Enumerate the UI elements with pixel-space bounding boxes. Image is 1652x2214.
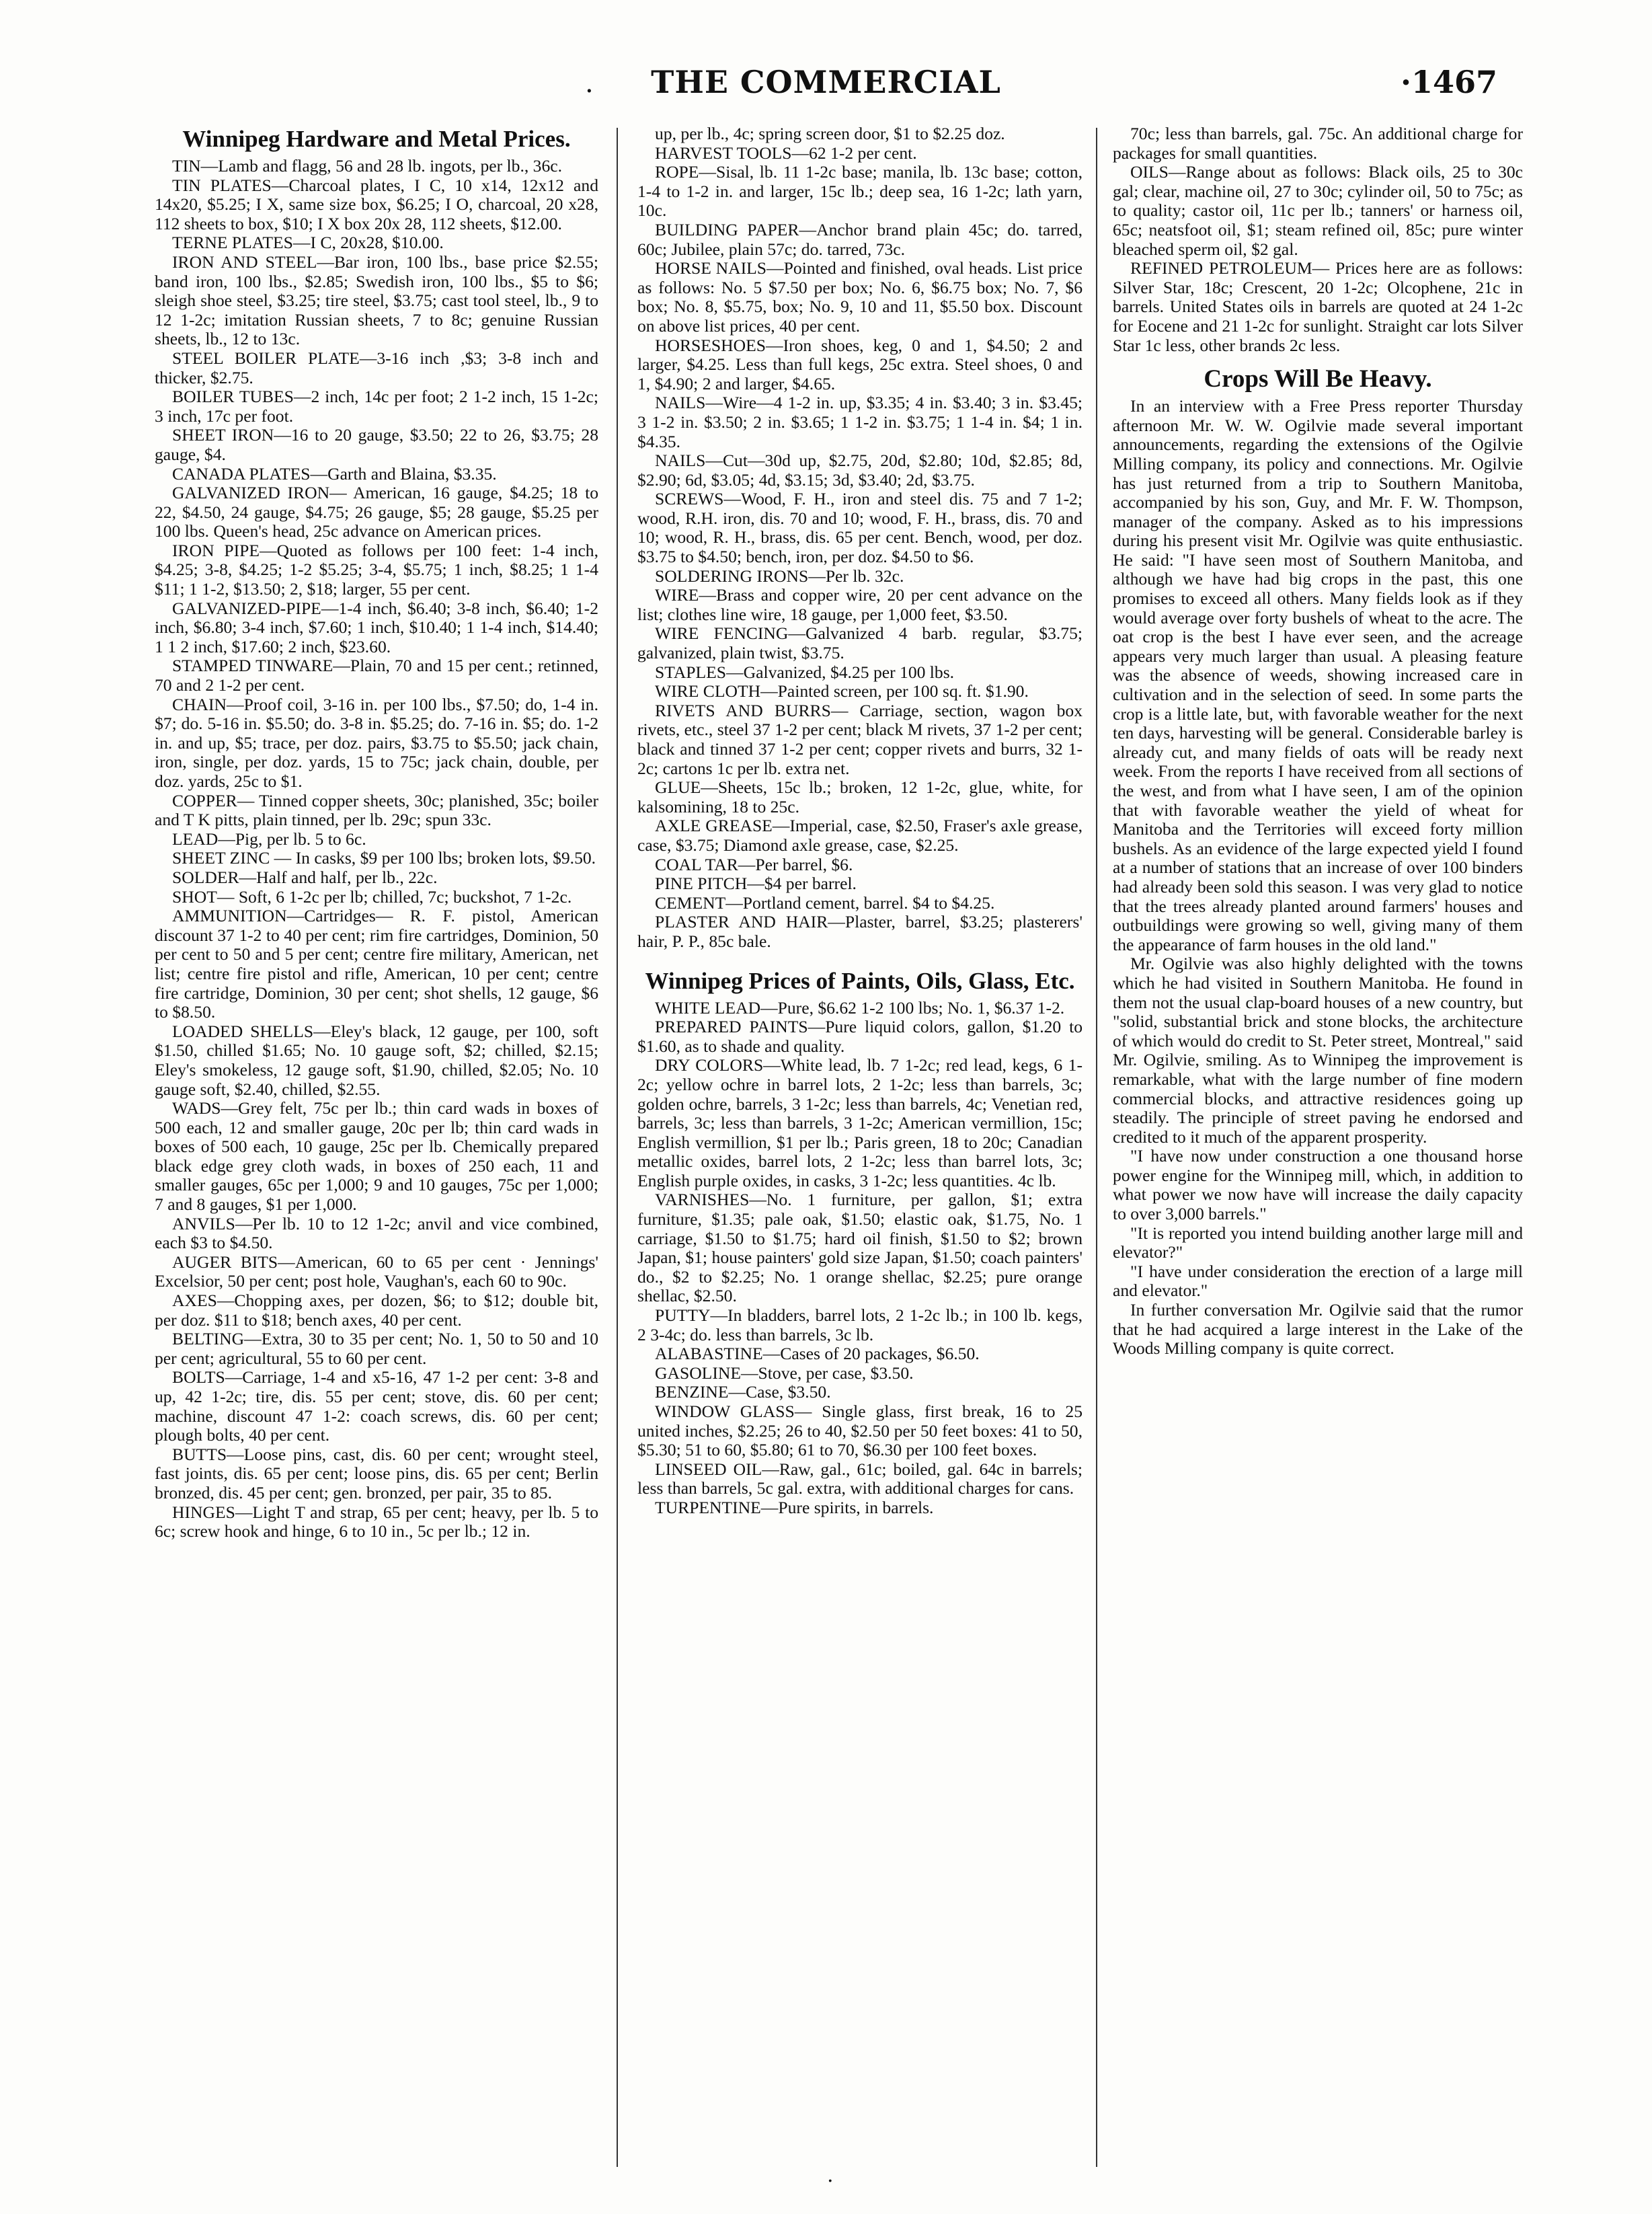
- price-item: PUTTY—In bladders, barrel lots, 2 1-2c lb.; in 100 lb. kegs, 2 3-4c; do. less than barrels, 3c lb.: [637, 1305, 1083, 1344]
- paints-price-list: [637, 999, 1083, 1518]
- price-item: AXES—Chopping axes, per dozen, $6; to $12; double bit, per doz. $11 to $18; bench axes, 40 per cent.: [155, 1291, 598, 1330]
- price-item: HORSESHOES—Iron shoes, keg, 0 and 1, $4.50; 2 and larger, $4.25. Less than full kegs, 25c extra. Steel shoes, 0 and 1, $4.90; 2 and larger, $4.65.: [637, 335, 1083, 393]
- price-item: ANVILS—Per lb. 10 to 12 1-2c; anvil and vice combined, each $3 to $4.50.: [155, 1213, 598, 1253]
- page-number: ·1467: [1400, 64, 1497, 100]
- price-item: AUGER BITS—American, 60 to 65 per cent · Jennings' Excelsior, 50 per cent; post hole, Vaughan's, each 60 to 90c.: [155, 1252, 598, 1291]
- article-paragraph: Mr. Ogilvie was also highly delighted with the towns which he had visited in Southern Manitoba. He found in them not the usual clap-board houses of a new country, but "solid, substantial brick and stone blocks, the architecture of which would do credit to St. Peter street, Montreal," said Mr. Ogilvie, smiling. As to Winnipeg the improvement is remarkable, what with the large number of fine modern commercial blocks, and attractive residences going up steadily. The principle of street paving he endorsed and credited to it much of the apparent prosperity.: [1113, 954, 1523, 1147]
- price-item: SHEET IRON—16 to 20 gauge, $3.50; 22 to 26, $3.75; 28 gauge, $4.: [155, 425, 598, 464]
- price-item: WHITE LEAD—Pure, $6.62 1-2 100 lbs; No. 1, $6.37 1-2.: [655, 997, 1065, 1018]
- price-item: IRON PIPE—Quoted as follows per 100 feet: 1-4 inch, $4.25; 3-8, $4.25; 1-2 $5.25; 3-4, $5.75; 1 inch, $8.25; 1 1-4 $11; 1 1-2, $13.50; 2, $18; larger, 55 per cent.: [155, 540, 598, 599]
- price-item: BOLTS—Carriage, 1-4 and x5-16, 47 1-2 per cent: 3-8 and up, 42 1-2c; tire, dis. 55 per cent; stove, dis. 60 per cent; machine, discount 47 1-2: coach screws, dis. 60 per cent; plough bolts, 40 per cent.: [155, 1367, 598, 1445]
- price-item: BOILER TUBES—2 inch, 14c per foot; 2 1-2 inch, 15 1-2c; 3 inch, 17c per foot.: [155, 387, 598, 426]
- article-paragraph: In an interview with a Free Press reporter Thursday afternoon Mr. W. W. Ogilvie made several important announcements, regarding the extensions of the Ogilvie Milling company, its policy and connections. Mr. Ogilvie has just returned from a trip to Southern Manitoba, accompanied by his son, Guy, and Mr. F. W. Thompson, manager of the company. Asked as to his impressions during his present visit Mr. Ogilvie was quite enthusiastic. He said: "I have seen most of Southern Manitoba, and although we have had big crops in the past, this one promises to exceed all others. Many fields look as if they would average over forty bushels of wheat to the acre. The oat crop is the best I have ever seen, and the acreage appears very much larger than usual. A pleasing feature was the absence of weeds, showing increased care in cultivation and in the selection of seed. In some parts the crop is a little late, but, with favorable weather for the next ten days, harvesting will be general. Considerable barley is already cut, and many fields of oats will be ready next week. From the reports I have received from all sections of the west, and from what I have seen, I am of the opinion that with favorable weather the yield of wheat for Manitoba and the Territories will exceed forty million bushels. As an evidence of the large expected yield I found at a number of stations that an increase of over 100 binders had already been sold this season. I was very glad to notice that the trees already planted around farmers' houses and outbuildings were growing so well, giving many of them the appearance of farm houses in the old land.": [1113, 396, 1523, 954]
- price-item: TERNE PLATES—I C, 20x28, $10.00.: [172, 233, 444, 253]
- price-item: GALVANIZED IRON— American, 16 gauge, $4.25; 18 to 22, $4.50, 24 gauge, $4.75; 26 gauge, $5; 28 gauge, $5.25 per 100 lbs. Queen's head, 25c advance on American prices.: [155, 483, 598, 541]
- price-item: HARVEST TOOLS—62 1-2 per cent.: [655, 143, 917, 163]
- price-item: PLASTER AND HAIR—Plaster, barrel, $3.25; plasterers' hair, P. P., 85c bale.: [637, 912, 1083, 951]
- price-item: COPPER— Tinned copper sheets, 30c; planished, 35c; boiler and T K pitts, plain tinned, per lb. 29c; spun 33c.: [155, 790, 598, 830]
- price-item: IRON AND STEEL—Bar iron, 100 lbs., base price $2.55; band iron, 100 lbs., $2.85; Swedish iron, 100 lbs., $5 to $6; sleigh shoe steel, $3.25; tire steel, $3.75; cast tool steel, lb., 9 to 12 1-2c; imitation Russian sheets, 7 to 8c; genuine Russian sheets, lb., 12 to 13c.: [155, 252, 598, 349]
- price-item: NAILS—Cut—30d up, $2.75, 20d, $2.80; 10d, $2.85; 8d, $2.90; 6d, $3.05; 4d, $3.15; 3d, $3.40; 2d, $3.75.: [637, 451, 1083, 490]
- journal-title: THE COMMERCIAL: [651, 64, 1001, 100]
- article-paragraph: "I have under consideration the erection of a large mill and elevator.": [1113, 1261, 1523, 1301]
- price-item: NAILS—Wire—4 1-2 in. up, $3.35; 4 in. $3.40; 3 in. $3.45; 3 1-2 in. $3.50; 2 in. $3.65; 1 1-2 in. $3.75; 1 1-4 in. $4; 1 in. $4.35.: [637, 393, 1083, 451]
- price-item: REFINED PETROLEUM— Prices here are as follows: Silver Star, 18c; Crescent, 20 1-2c; Olcophene, 21c in barrels. United States oils in barrels are quoted at 24 1-2c for Eocene and 21 1-2c for sunlight. Straight car lots Silver Star 1c less, other brands 2c less.: [1113, 258, 1523, 355]
- price-item: HINGES—Light T and strap, 65 per cent; heavy, per lb. 5 to 6c; screw hook and hinge, 6 to 10 in., 5c per lb.; 12 in.: [155, 1502, 598, 1541]
- column-right: [1113, 124, 1523, 2174]
- price-item: LEAD—Pig, per lb. 5 to 6c.: [172, 829, 366, 849]
- column-hardware: [155, 124, 598, 2174]
- price-item: BUTTS—Loose pins, cast, dis. 60 per cent; wrought steel, fast joints, dis. 65 per cent; loose pins, dis. 65 per cent; Berlin bronzed, dis. 45 per cent; gen. bronzed, per pair, 35 to 85.: [155, 1444, 598, 1502]
- column-middle: [637, 124, 1083, 2174]
- price-item: RIVETS AND BURRS— Carriage, section, wagon box rivets, etc., steel 37 1-2 per cent; black M rivets, 37 1-2 per cent; black and tinned 37 1-2 per cent; copper rivets and burrs, 32 1-2c; cartons 1c per lb. extra net.: [637, 700, 1083, 778]
- price-item: WIRE CLOTH—Painted screen, per 100 sq. ft. $1.90.: [655, 681, 1029, 701]
- column-rule: [1096, 128, 1097, 2167]
- price-item: CEMENT—Portland cement, barrel. $4 to $4.25.: [655, 892, 995, 913]
- paints-price-list-continued: [1113, 124, 1523, 355]
- price-item: STEEL BOILER PLATE—3-16 inch ,$3; 3-8 inch and thicker, $2.75.: [155, 348, 598, 387]
- price-item: DRY COLORS—White lead, lb. 7 1-2c; red lead, kegs, 6 1-2c; yellow ochre in barrel lots, 2 1-2c; less than barrels, 3c; golden ochre, barrels, 3 1-2c; less than barrels, 4c; Venetian red, barrels, 3c; less than barrels, 3 1-2c; American vermillion, 15c; English vermillion, $1 per lb.; Paris green, 18 to 20c; Canadian metallic oxides, barrel lots, 2 1-2c; less than barrel lots, 3c; English purple oxides, in casks, 3 1-2c; less quantities. 4c lb.: [637, 1055, 1083, 1190]
- price-item: PREPARED PAINTS—Pure liquid colors, gallon, $1.20 to $1.60, as to shade and quality.: [637, 1017, 1083, 1056]
- price-item: TIN—Lamb and flagg, 56 and 28 lb. ingots, per lb., 36c.: [172, 156, 563, 176]
- price-item: BELTING—Extra, 30 to 35 per cent; No. 1, 50 to 50 and 10 per cent; agricultural, 55 to 60 per cent.: [155, 1329, 598, 1368]
- masthead: [155, 64, 1497, 118]
- price-item: WIRE—Brass and copper wire, 20 per cent advance on the list; clothes line wire, 18 gauge, per 1,000 feet, $3.50.: [637, 585, 1083, 624]
- price-item: SOLDER—Half and half, per lb., 22c.: [172, 867, 438, 887]
- price-item: PINE PITCH—$4 per barrel.: [655, 874, 857, 894]
- price-item: OILS—Range about as follows: Black oils, 25 to 30c gal; clear, machine oil, 27 to 30c; cylinder oil, 50 to 75c; as to quality; castor oil, 11c per lb.; tanners' or harness oil, 65c; neatsfoot oil, $1; steam refined oil, 85c; pure winter bleached sperm oil, $2 gal.: [1113, 162, 1523, 259]
- price-item: GASOLINE—Stove, per case, $3.50.: [655, 1363, 914, 1383]
- price-item: VARNISHES—No. 1 furniture, per gallon, $1; extra furniture, $1.35; pale oak, $1.50; elastic oak, $1.75, No. 1 carriage, $1.50 to $1.75; hard oil finish, $1.50 to $2; brown Japan, $1; house painters' gold size Japan, $1.50; coach painters' do., $2 to $2.25; No. 1 orange shellac, $2.25; pure orange shellac, $2.50.: [637, 1190, 1083, 1306]
- price-item: TIN PLATES—Charcoal plates, I C, 10 x14, 12x12 and 14x20, $5.25; I X, same size box, $6.25; I O, charcoal, 20 x28, 112 sheets to box, $10; I X box 20x 28, 112 sheets, $12.00.: [155, 175, 598, 233]
- price-item: SOLDERING IRONS—Per lb. 32c.: [655, 566, 904, 586]
- price-item: STAMPED TINWARE—Plain, 70 and 15 per cent.; retinned, 70 and 2 1-2 per cent.: [155, 656, 598, 695]
- price-item: WINDOW GLASS— Single glass, first break, 16 to 25 united inches, $2.25; 26 to 40, $2.50 per 50 feet boxes: 41 to 50, $5.30; 51 to 60, $5.80; 61 to 70, $6.30 per 100 feet boxes.: [637, 1402, 1083, 1460]
- price-item: HORSE NAILS—Pointed and finished, oval heads. List price as follows: No. 5 $7.50 per box; No. 6, $6.75 box; No. 7, $6 box; No. 8, $5.75, box; No. 9, 10 and 11, $5.50 box. Discount on above list prices, 40 per cent.: [637, 258, 1083, 336]
- price-item: WIRE FENCING—Galvanized 4 barb. regular, $3.75; galvanized, plain twist, $3.75.: [637, 623, 1083, 663]
- section-title-paints: Winnipeg Prices of Paints, Oils, Glass, Etc.: [645, 967, 1075, 994]
- price-item: ROPE—Sisal, lb. 11 1-2c base; manila, lb. 13c base; cotton, 1-4 to 1-2 in. and larger, 15c lb.; deep sea, 16 1-2c; lath yarn, 10c.: [637, 162, 1083, 221]
- section-title-hardware: Winnipeg Hardware and Metal Prices.: [182, 126, 571, 152]
- column-rule: [617, 128, 618, 2167]
- price-item: AXLE GREASE—Imperial, case, $2.50, Fraser's axle grease, case, $3.75; Diamond axle grease, case, $2.25.: [637, 816, 1083, 855]
- price-item: LINSEED OIL—Raw, gal., 61c; boiled, gal. 64c in barrels; less than barrels, 5c gal. extra, with additional charges for cans.: [637, 1459, 1083, 1498]
- price-item: BENZINE—Case, $3.50.: [655, 1382, 831, 1402]
- price-item: GALVANIZED-PIPE—1-4 inch, $6.40; 3-8 inch, $6.40; 1-2 inch, $6.80; 3-4 inch, $7.60; 1 inch, $10.40; 1 1-4 inch, $14.40; 1 1 2 inch, $17.60; 2 inch, $23.60.: [155, 598, 598, 656]
- page-mark: .: [827, 2164, 834, 2187]
- price-item: SHEET ZINC — In casks, $9 per 100 lbs; broken lots, $9.50.: [172, 848, 596, 868]
- price-item: SCREWS—Wood, F. H., iron and steel dis. 75 and 7 1-2; wood, R.H. iron, dis. 70 and 10; wood, F. H., brass, dis. 70 and 10; wood, R. H., brass, dis. 65 per cent. Bench, wood, per doz. $3.75 to $4.50; bench, iron, per doz. $4.50 to $6.: [637, 489, 1083, 567]
- price-item: 70c; less than barrels, gal. 75c. An additional charge for packages for small quantities.: [1113, 124, 1523, 163]
- article-paragraph: In further conversation Mr. Ogilvie said that the rumor that he had acquired a large interest in the Lake of the Woods Milling company is quite correct.: [1113, 1300, 1523, 1359]
- price-item: TURPENTINE—Pure spirits, in barrels.: [655, 1497, 934, 1517]
- article-body-crops: [1113, 397, 1523, 1359]
- price-item: SHOT— Soft, 6 1-2c per lb; chilled, 7c; buckshot, 7 1-2c.: [172, 886, 572, 907]
- article-paragraph: "It is reported you intend building another large mill and elevator?": [1113, 1223, 1523, 1262]
- hardware-price-list-continued: [637, 124, 1083, 952]
- price-item: COAL TAR—Per barrel, $6.: [655, 854, 853, 874]
- price-item: AMMUNITION—Cartridges— R. F. pistol, American discount 37 1-2 to 40 per cent; rim fire cartridges, Dominion, 50 per cent to 50 and 5 per cent; centre fire military, American, net list; centre fire pistol and rifle, American, 10 per cent; centre fire cartridge, Dominion, 30 per cent; shot shells, 12 gauge, $6 to $8.50.: [155, 906, 598, 1022]
- price-item: GLUE—Sheets, 15c lb.; broken, 12 1-2c, glue, white, for kalsomining, 18 to 25c.: [637, 777, 1083, 816]
- price-item: CANADA PLATES—Garth and Blaina, $3.35.: [172, 463, 497, 484]
- price-item: LOADED SHELLS—Eley's black, 12 gauge, per 100, soft $1.50, chilled $1.65; No. 10 gauge soft, $2; chilled, $2.15; Eley's smokeless, 12 gauge soft, $1.90, chilled, $2.05; No. 10 gauge soft, $2.40, chilled, $2.55.: [155, 1021, 598, 1099]
- article-paragraph: "I have now under construction a one thousand horse power engine for the Winnipeg mill, which, in addition to what power we now have will increase the daily capacity to over 3,000 barrels.": [1113, 1146, 1523, 1224]
- price-item: WADS—Grey felt, 75c per lb.; thin card wads in boxes of 500 each, 12 and smaller gauge, 20c per lb; thin card wads in boxes of 500 each, 10 gauge, 25c per lb. Chemically prepared black edge grey cloth wads, in boxes of 250 each, 11 and smaller gauges, 65c per 1,000; 9 and 10 gauges, 75c per 1,000; 7 and 8 gauges, $1 per 1,000.: [155, 1098, 598, 1215]
- leading-mark: .: [585, 68, 594, 99]
- price-item: BUILDING PAPER—Anchor brand plain 45c; do. tarred, 60c; Jubilee, plain 57c; do. tarred, 73c.: [637, 219, 1083, 259]
- hardware-price-list: [155, 157, 598, 1541]
- price-item: ALABASTINE—Cases of 20 packages, $6.50.: [655, 1344, 980, 1364]
- article-title-crops: Crops Will Be Heavy.: [1204, 365, 1432, 393]
- price-item: STAPLES—Galvanized, $4.25 per 100 lbs.: [655, 662, 955, 682]
- price-item: CHAIN—Proof coil, 3-16 in. per 100 lbs., $7.50; do, 1-4 in. $7; do. 5-16 in. $5.50; do. 3-8 in. $5.25; do. 7-16 in. $5; do. 1-2 in. and up, $5; trace, per doz. pairs, $3.75 to $5.50; jack chain, iron, single, per doz. yards, 15 to 75c; jack chain, double, per doz. yards, 25c to $1.: [155, 694, 598, 791]
- price-item: up, per lb., 4c; spring screen door, $1 to $2.25 doz.: [655, 124, 1005, 143]
